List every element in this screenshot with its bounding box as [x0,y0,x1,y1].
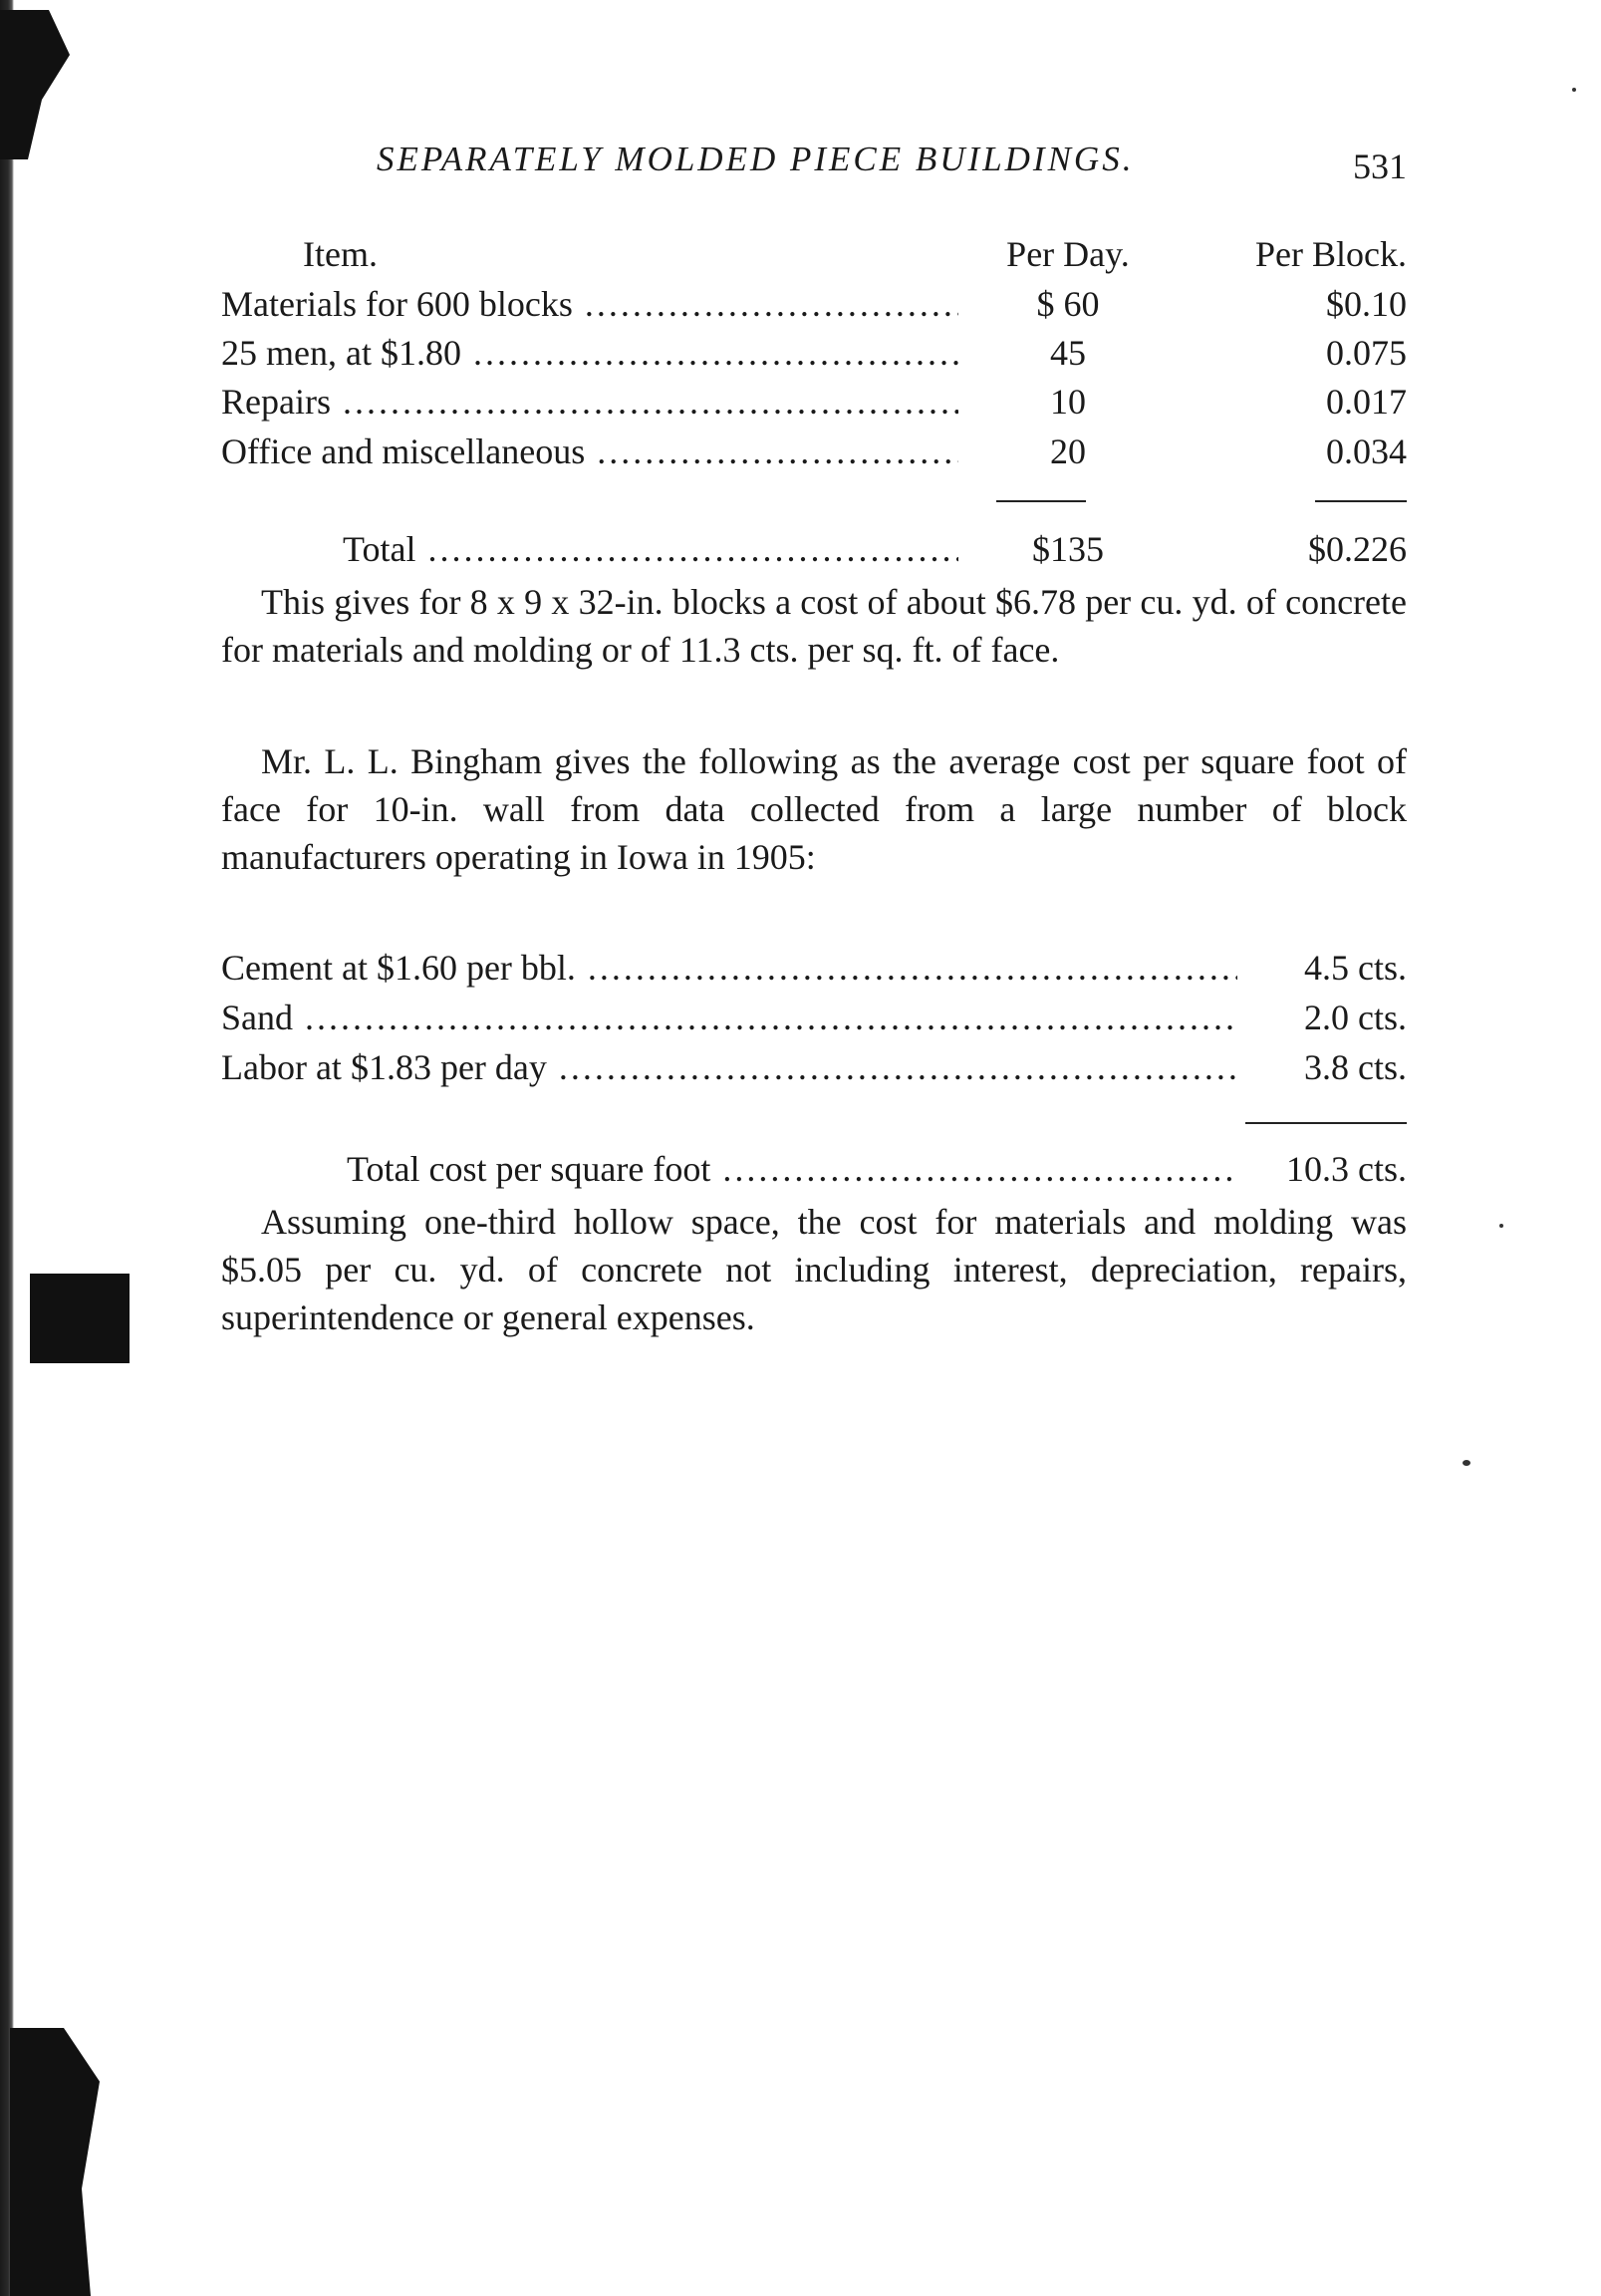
column-header-per-day: Per Day. [1006,234,1130,274]
paragraph-text: Mr. L. L. Bingham gives the following as the average cost per square foot of face for 10-in. wall from data collected from a large number of block manufacturers operating in Iowa in 1905: [221,741,1407,877]
cost-item-value: 2.0 cts. [1247,995,1407,1040]
table-total-row [221,526,1407,572]
table-header-row [221,231,1407,277]
running-head: SEPARATELY MOLDED PIECE BUILDINGS. [377,140,1135,178]
page-header [377,140,1407,189]
table-cell-item: Repairs ..... [221,379,958,425]
cost-item-value: 3.8 cts. [1247,1044,1407,1090]
scan-smudge-top [0,10,70,159]
cost-total-value: 10.3 cts. [1247,1146,1407,1192]
cost-total-label [221,1146,1237,1192]
scan-smudge-middle [30,1274,130,1363]
cost-total-text: Total cost per square foot [347,1149,711,1189]
paragraph [221,737,1407,881]
page-number: 531 [1353,146,1407,186]
table-row [221,429,1407,474]
table-cell-per-day: $ 60 [1036,284,1100,324]
cost-list-item [221,995,1407,1040]
table-cell-per-day: 10 [1050,382,1086,422]
table-total-label [221,526,958,572]
table-cell-per-day: 20 [1050,431,1086,471]
scan-speck [1463,1460,1470,1466]
table-cell-per-block: 0.075 [1326,333,1407,373]
table-total-per-block: $0.226 [1308,529,1407,569]
cost-item-label: Cement at $1.60 per bbl. ..... [221,945,1237,991]
cost-total-rule [1245,1122,1407,1124]
table-cell-per-day: 45 [1050,333,1086,373]
table-cell-per-block: 0.034 [1326,431,1407,471]
column-header-item: Item. [303,234,378,274]
table-row [221,379,1407,425]
table-row [221,330,1407,376]
cost-item-label: Sand ..... [221,995,1237,1040]
table-total-per-day: $135 [1032,529,1104,569]
table-total-text: Total [343,529,416,569]
table-cell-per-block: 0.017 [1326,382,1407,422]
scan-smudge-bottom [10,2028,100,2296]
cost-total-row [221,1146,1407,1192]
cost-list-item [221,1044,1407,1090]
paragraph-text: This gives for 8 x 9 x 32-in. blocks a cost of about $6.78 per cu. yd. of concrete for materials and molding or of 11.3 cts. per sq. ft. of face. [221,582,1407,670]
paragraph [221,1198,1407,1341]
total-rule-per-block [1315,500,1407,502]
table-row [221,281,1407,327]
table-cell-per-block: $0.10 [1326,284,1407,324]
table-cell-item: Materials for 600 blocks ..... [221,281,958,327]
cost-list-item [221,945,1407,991]
cost-item-value: 4.5 cts. [1247,945,1407,991]
table-cell-item: Office and miscellaneous ..... [221,429,958,474]
page-binding-shadow [0,0,14,2296]
paragraph [221,578,1407,674]
total-rule-per-day [996,500,1086,502]
scan-speck [1572,88,1576,92]
column-header-per-block: Per Block. [1255,234,1407,274]
paragraph-text: Assuming one-third hollow space, the cost for materials and molding was $5.05 per cu. yd. of concrete not including interest, depreciation, repairs, superintendence or general expenses. [221,1202,1407,1337]
table-cell-item: 25 men, at $1.80 ..... [221,330,958,376]
cost-item-label: Labor at $1.83 per day ..... [221,1044,1237,1090]
scan-speck [1499,1224,1503,1228]
